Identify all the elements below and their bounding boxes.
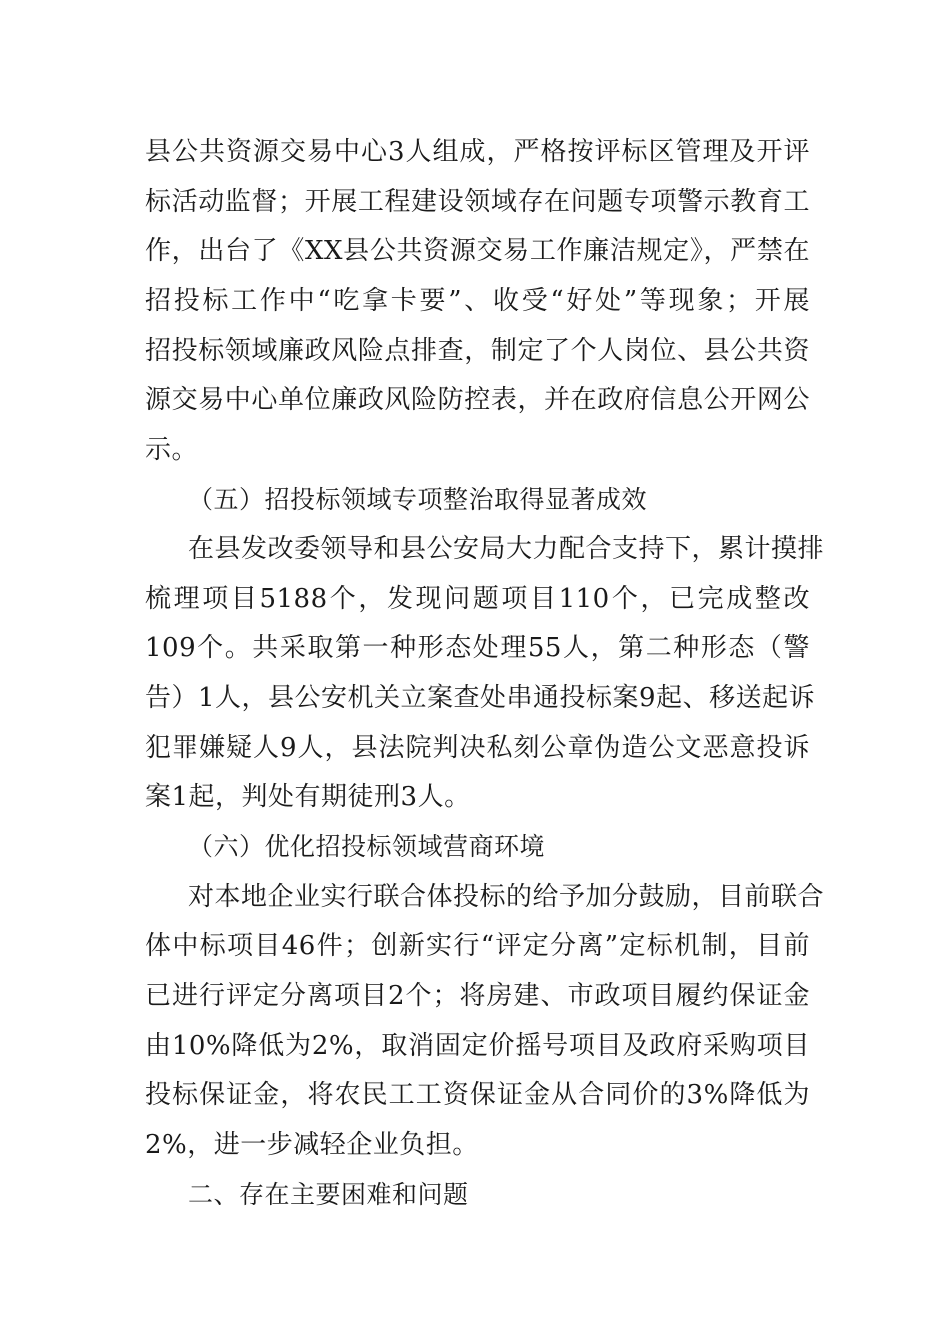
- paragraph-line: 2%，进一步减轻企业负担。: [145, 1130, 479, 1160]
- paragraph-line: 案1起，判处有期徒刑3人。: [145, 782, 471, 812]
- paragraph-line: 梳理项目5188个，发现问题项目110个，已完成整改: [145, 584, 810, 614]
- paragraph-line: 告）1人，县公安机关立案查处串通投标案9起、移送起诉: [145, 683, 816, 713]
- paragraph-line: 源交易中心单位廉政风险防控表，并在政府信息公开网公: [145, 385, 810, 415]
- paragraph-line: 县公共资源交易中心3人组成，严格按评标区管理及开评: [145, 137, 810, 167]
- section-heading-5: （五）招投标领域专项整治取得显著成效: [188, 485, 648, 514]
- chapter-heading-2: 二、存在主要困难和问题: [188, 1180, 469, 1209]
- paragraph-line: 标活动监督；开展工程建设领域存在问题专项警示教育工: [145, 187, 810, 217]
- paragraph-line: 在县发改委领导和县公安局大力配合支持下，累计摸排: [188, 534, 825, 564]
- paragraph-line: 示。: [145, 435, 199, 465]
- paragraph-line: 招投标领域廉政风险点排查，制定了个人岗位、县公共资: [145, 336, 810, 366]
- paragraph-line: 投标保证金，将农民工工资保证金从合同价的3%降低为: [145, 1080, 810, 1110]
- paragraph-line: 由10%降低为2%，取消固定价摇号项目及政府采购项目: [145, 1031, 810, 1061]
- paragraph-line: 已进行评定分离项目2个；将房建、市政项目履约保证金: [145, 981, 810, 1011]
- section-heading-6: （六）优化招投标领域营商环境: [188, 832, 546, 861]
- paragraph-line: 作，出台了《XX县公共资源交易工作廉洁规定》，严禁在: [145, 236, 810, 266]
- paragraph-line: 招投标工作中“吃拿卡要”、收受“好处”等现象；开展: [145, 286, 810, 316]
- paragraph-line: 109个。共采取第一种形态处理55人，第二种形态（警: [145, 633, 810, 663]
- paragraph-line: 犯罪嫌疑人9人，县法院判决私刻公章伪造公文恶意投诉: [145, 733, 810, 763]
- paragraph-line: 对本地企业实行联合体投标的给予加分鼓励，目前联合: [188, 882, 825, 912]
- paragraph-line: 体中标项目46件；创新实行“评定分离”定标机制，目前: [145, 931, 810, 961]
